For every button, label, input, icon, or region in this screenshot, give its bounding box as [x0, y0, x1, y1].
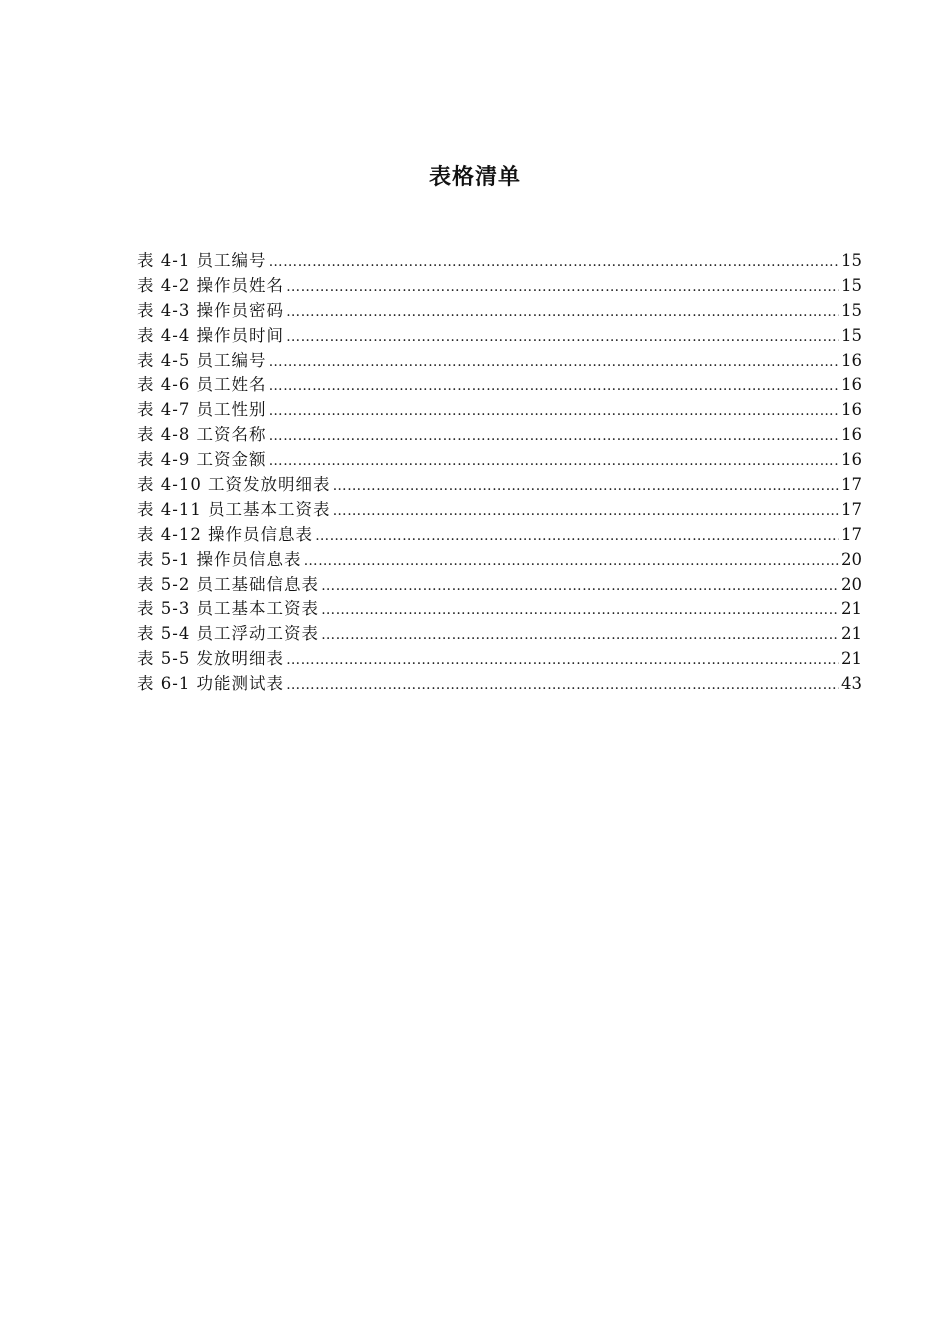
entry-page-number: 15 [841, 251, 862, 270]
list-item [137, 249, 861, 274]
list-item [137, 597, 861, 622]
entry-page-number: 21 [841, 599, 862, 619]
dot-leader [286, 300, 839, 325]
dot-leader [286, 673, 839, 698]
entry-label: 表 5-4 员工浮动工资表 [137, 624, 320, 644]
dot-leader [333, 474, 839, 499]
list-item [137, 299, 861, 324]
dot-leader [286, 648, 839, 673]
list-item [137, 473, 861, 498]
entry-label: 表 5-5 发放明细表 [137, 649, 285, 669]
list-item [137, 423, 861, 448]
entry-page-number: 43 [841, 674, 862, 694]
entry-label: 表 4-3 操作员密码 [137, 300, 285, 320]
page-title: 表格清单 [428, 165, 521, 190]
dot-leader [269, 424, 839, 449]
list-item [137, 398, 861, 423]
dot-leader [321, 598, 839, 623]
list-item [137, 498, 861, 523]
entry-page-number: 17 [841, 475, 862, 495]
entry-label: 表 4-6 员工姓名 [137, 375, 267, 395]
entry-page-number: 16 [841, 375, 862, 395]
entry-label: 表 4-8 工资名称 [137, 425, 267, 445]
table-list [137, 249, 861, 697]
dot-leader [321, 623, 839, 648]
entry-page-number: 15 [841, 275, 862, 295]
entry-label: 表 5-1 操作员信息表 [137, 549, 302, 569]
list-item [137, 448, 861, 473]
entry-label: 表 4-11 员工基本工资表 [137, 499, 331, 519]
entry-page-number: 16 [841, 350, 862, 370]
list-item [137, 647, 861, 672]
entry-page-number: 15 [841, 325, 862, 345]
entry-page-number: 15 [841, 300, 862, 320]
dot-leader [304, 549, 839, 574]
entry-label: 表 4-5 员工编号 [137, 350, 267, 370]
entry-page-number: 20 [841, 549, 862, 569]
list-item [137, 274, 861, 299]
dot-leader [269, 449, 839, 474]
list-item [137, 622, 861, 647]
entry-page-number: 16 [841, 450, 862, 470]
entry-label: 表 4-1 员工编号 [137, 251, 267, 270]
entry-label: 表 4-2 操作员姓名 [137, 275, 285, 295]
dot-leader [315, 524, 839, 549]
list-item [137, 523, 861, 548]
list-item [137, 373, 861, 398]
entry-label: 表 5-2 员工基础信息表 [137, 574, 320, 594]
list-item [137, 324, 861, 349]
entry-page-number: 20 [841, 574, 862, 594]
list-item [137, 349, 861, 374]
list-item [137, 672, 861, 697]
entry-page-number: 16 [841, 400, 862, 420]
dot-leader [269, 374, 839, 399]
entry-page-number: 21 [841, 649, 862, 669]
dot-leader [269, 399, 839, 424]
entry-label: 表 4-9 工资金额 [137, 450, 267, 470]
entry-page-number: 21 [841, 624, 862, 644]
dot-leader [269, 250, 839, 275]
entry-page-number: 16 [841, 425, 862, 445]
entry-label: 表 6-1 功能测试表 [137, 674, 285, 694]
dot-leader [333, 499, 839, 524]
list-item [137, 548, 861, 573]
entry-label: 表 4-7 员工性别 [137, 400, 267, 420]
list-item [137, 573, 861, 598]
entry-page-number: 17 [841, 524, 862, 544]
entry-label: 表 4-4 操作员时间 [137, 325, 285, 345]
entry-page-number: 17 [841, 499, 862, 519]
dot-leader [286, 325, 839, 350]
dot-leader [286, 275, 839, 300]
entry-label: 表 4-12 操作员信息表 [137, 524, 314, 544]
entry-label: 表 4-10 工资发放明细表 [137, 475, 331, 495]
dot-leader [321, 574, 839, 599]
entry-label: 表 5-3 员工基本工资表 [137, 599, 320, 619]
dot-leader [269, 350, 839, 375]
